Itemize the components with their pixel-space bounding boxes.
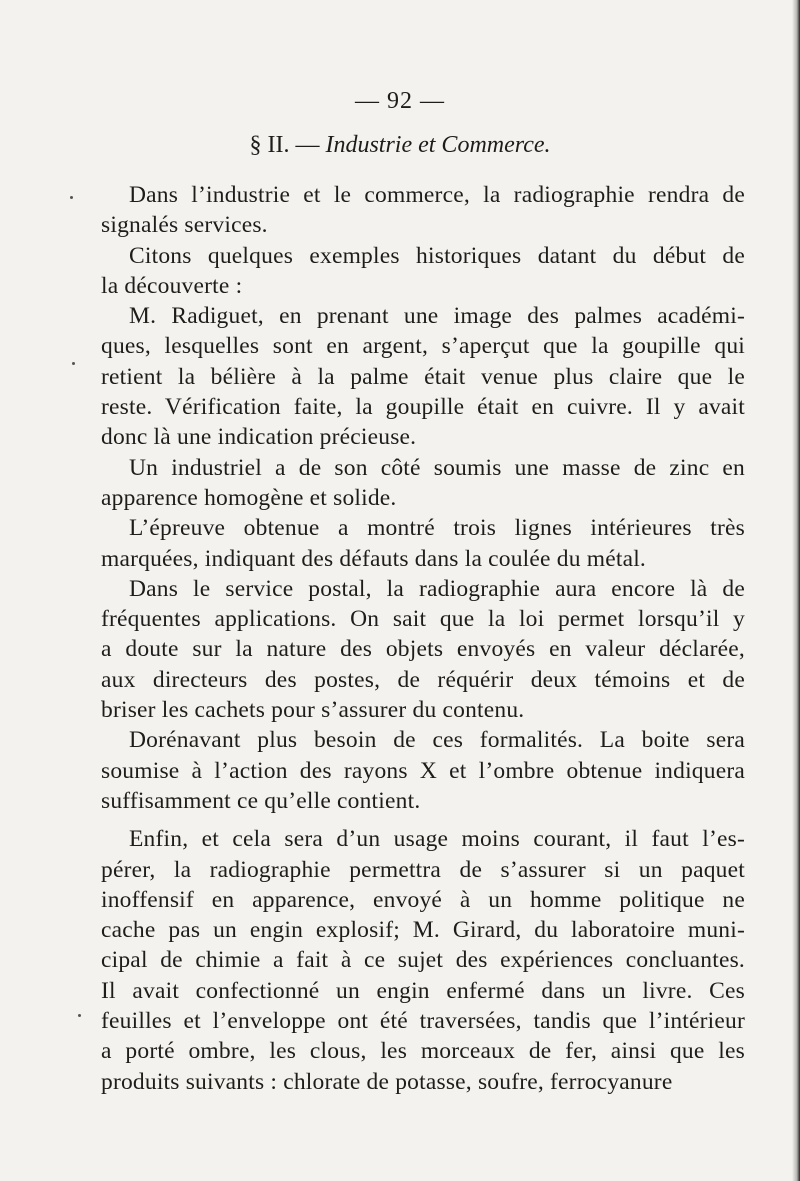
text-line: M. Radiguet, en prenant une image des palmes académi- <box>129 303 745 330</box>
text-line: retient la bélière à la palme était venue plus claire que le <box>101 363 745 390</box>
text-line: marquées, indiquant des défauts dans la coulée du métal. <box>101 545 646 572</box>
paragraph <box>101 574 745 725</box>
margin-speck <box>70 196 73 199</box>
page-edge-shadow <box>792 0 800 1181</box>
text-line: apparence homogène et solide. <box>101 484 397 511</box>
paragraph <box>101 513 745 574</box>
margin-speck <box>78 1014 81 1017</box>
text-line: cache pas un engin explosif; M. Girard, du laboratoire muni- <box>101 917 745 944</box>
paragraph <box>101 725 745 816</box>
text-line: Dans l’industrie et le commerce, la radiographie rendra de <box>129 182 745 208</box>
text-line: ques, lesquelles sont en argent, s’aperçut que la goupille qui <box>101 333 745 360</box>
text-line: feuilles et l’enveloppe ont été traversées, tandis que l’intérieur <box>101 1008 745 1035</box>
text-line: L’épreuve obtenue a montré trois lignes intérieures très <box>129 515 745 542</box>
text-line: produits suivants : chlorate de potasse, soufre, ferrocyanure <box>101 1068 673 1095</box>
text-line: Dans le service postal, la radiographie aura encore là de <box>129 575 745 602</box>
paragraph <box>101 241 745 302</box>
section-title: Industrie et Commerce. <box>325 132 551 158</box>
section-heading <box>0 132 800 159</box>
text-line: reste. Vérification faite, la goupille était en cuivre. Il y avait <box>101 394 745 421</box>
paragraph-gap <box>101 816 745 824</box>
text-line: inoffensif en apparence, envoyé à un homme politique ne <box>101 886 745 913</box>
text-line: pérer, la radiographie permettra de s’assurer si un paquet <box>101 856 745 883</box>
text-line: Dorénavant plus besoin de ces formalités. La boite sera <box>129 727 745 754</box>
paragraph <box>101 301 745 452</box>
body-text <box>101 180 745 1097</box>
text-line: Enfin, et cela sera d’un usage moins courant, il faut l’es- <box>129 826 745 853</box>
text-line: a doute sur la nature des objets envoyés en valeur déclarée, <box>101 636 745 663</box>
text-line: Il avait confectionné un engin enfermé dans un livre. Ces <box>101 977 745 1004</box>
text-line: a porté ombre, les clous, les morceaux de fer, ainsi que les <box>101 1038 745 1065</box>
text-line: la découverte : <box>101 272 243 299</box>
text-line: fréquentes applications. On sait que la loi permet lorsqu’il y <box>101 606 745 633</box>
text-line: donc là une indication précieuse. <box>101 424 417 451</box>
paragraph <box>101 824 745 1097</box>
text-line: Un industriel a de son côté soumis une masse de zinc en <box>129 454 745 481</box>
text-line: aux directeurs des postes, de réquérir deux témoins et de <box>101 666 745 693</box>
section-dash: — <box>295 132 320 158</box>
margin-speck <box>72 362 75 365</box>
text-line: briser les cachets pour s’assurer du contenu. <box>101 697 525 724</box>
page-number: — 92 — <box>355 88 445 114</box>
paragraph <box>101 180 745 241</box>
text-line: cipal de chimie a fait à ce sujet des expériences concluantes. <box>101 947 745 974</box>
section-number: § II. <box>249 132 290 158</box>
paragraph <box>101 453 745 514</box>
text-line: Citons quelques exemples historiques datant du début de <box>129 242 745 269</box>
text-line: soumise à l’action des rayons X et l’ombre obtenue indiquera <box>101 757 745 784</box>
text-line: signalés services. <box>101 212 268 239</box>
text-line: suffisamment ce qu’elle contient. <box>101 787 421 814</box>
